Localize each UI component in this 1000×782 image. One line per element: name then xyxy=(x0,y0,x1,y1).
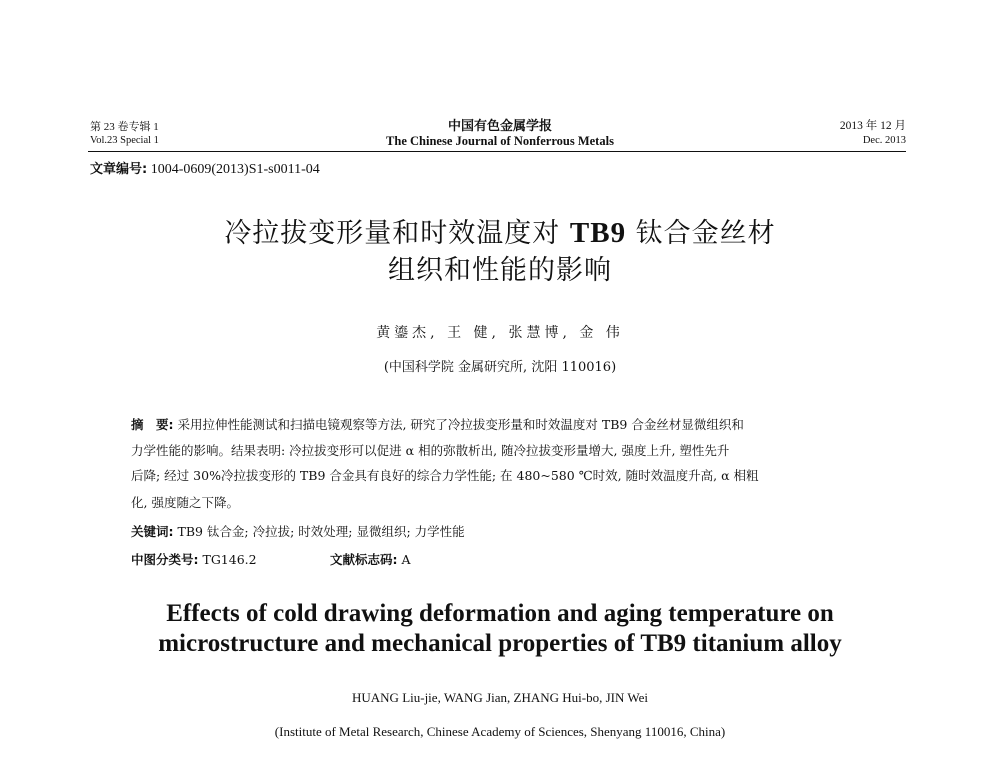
abstract-text-1: 采用拉伸性能测试和扫描电镜观察等方法, 研究了冷拉拔变形量和时效温度对 TB9 合金丝材显微组织和 xyxy=(177,417,744,432)
abstract-line2: 力学性能的影响。结果表明: 冷拉拔变形可以促进 α 相的弥散析出, 随冷拉拔变形量增大, 强度上升, 塑性先升 xyxy=(131,443,730,458)
header-date-en: Dec. 2013 xyxy=(862,135,906,146)
keywords xyxy=(131,522,465,540)
header-volume-cn: 第 23 卷专辑 1 xyxy=(90,121,159,133)
cn-title-alloy: TB9 xyxy=(569,217,627,249)
en-title-line1: Effects of cold drawing deformation and aging temperature on xyxy=(166,600,834,627)
en-affiliation: (Institute of Metal Research, Chinese Academy of Sciences, Shenyang 110016, China) xyxy=(274,724,726,739)
cn-title-line1-pre: 冷拉拔变形量和时效温度对 xyxy=(224,218,570,249)
header-date-cn: 2013 年 12 月 xyxy=(839,120,906,132)
journal-name-cn: 中国有色金属学报 xyxy=(447,119,552,134)
abstract-label: 摘 要: xyxy=(131,417,174,432)
abstract-line3: 后降; 经过 30%冷拉拔变形的 TB9 合金具有良好的综合力学性能; 在 480~580 ℃时效, 随时效温度升高, α 相粗 xyxy=(131,468,759,483)
cn-title-line1 xyxy=(0,214,1000,253)
en-authors: HUANG Liu-jie, WANG Jian, ZHANG Hui-bo, JIN Wei xyxy=(352,690,648,705)
article-number-value: 1004-0609(2013)S1-s0011-04 xyxy=(150,162,320,177)
keywords-value: TB9 钛合金; 冷拉拔; 时效处理; 显微组织; 力学性能 xyxy=(177,524,465,539)
document-code xyxy=(330,550,411,568)
article-number xyxy=(90,158,320,178)
clc-value: TG146.2 xyxy=(202,552,257,567)
cn-title-line1-post: 钛合金丝材 xyxy=(626,218,776,249)
en-title-line2: microstructure and mechanical properties of TB9 titanium alloy xyxy=(158,630,842,657)
journal-name-en: The Chinese Journal of Nonferrous Metals xyxy=(386,134,614,148)
header-rule xyxy=(88,151,906,152)
document-code-value: A xyxy=(401,552,411,567)
clc-label: 中图分类号: xyxy=(131,552,199,567)
article-number-label: 文章编号: xyxy=(90,162,148,177)
keywords-label: 关键词: xyxy=(131,524,174,539)
header-volume-en: Vol.23 Special 1 xyxy=(90,135,159,146)
clc-number xyxy=(131,550,257,568)
cn-authors: 黄鎏杰, 王 健, 张慧博, 金 伟 xyxy=(376,325,624,341)
cn-affiliation: (中国科学院 金属研究所, 沈阳 110016) xyxy=(383,360,617,375)
abstract-line1 xyxy=(131,416,883,433)
abstract-line4: 化, 强度随之下降。 xyxy=(131,495,239,510)
document-code-label: 文献标志码: xyxy=(330,552,398,567)
cn-title-line2: 组织和性能的影响 xyxy=(388,255,612,286)
